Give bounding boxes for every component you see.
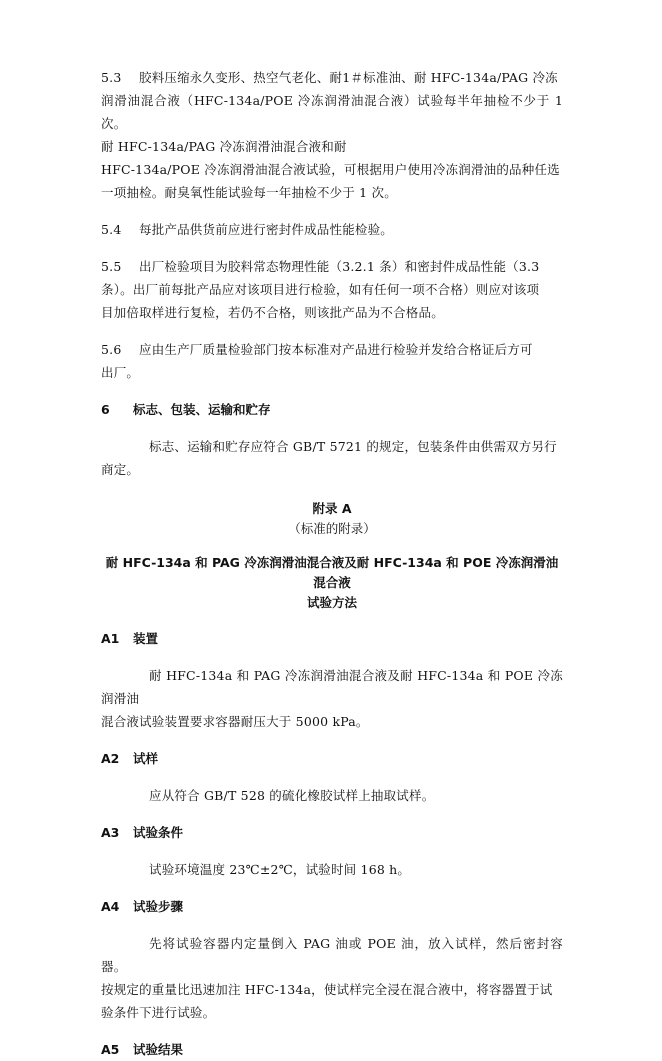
clause-number: 5.3 bbox=[101, 70, 122, 85]
section-title: 试验结果 bbox=[133, 1042, 184, 1057]
clause-number: 5.6 bbox=[101, 342, 122, 357]
appendix-section-a5 bbox=[101, 1038, 563, 1061]
section-heading bbox=[101, 747, 563, 770]
document-page bbox=[101, 66, 563, 1061]
appendix-section-a1 bbox=[101, 627, 563, 733]
clause-text: 目加倍取样进行复检，若仍不合格，则该批产品为不合格品。 bbox=[101, 305, 444, 320]
section-text: 验条件下进行试验。 bbox=[101, 1005, 216, 1020]
clause-text: 胶料压缩永久变形、热空气老化、耐1＃标准油、耐 HFC-134a/PAG 冷冻 bbox=[139, 70, 558, 85]
section-heading bbox=[101, 627, 563, 650]
section-title: 试验条件 bbox=[133, 825, 184, 840]
clause-number: 5.4 bbox=[101, 222, 122, 237]
section-text: 先将试验容器内定量倒入 PAG 油或 POE 油，放入试样，然后密封容器。 bbox=[101, 936, 563, 974]
section-text: 试验环境温度 23℃±2℃，试验时间 168 h。 bbox=[149, 862, 411, 877]
clause-text: 每批产品供货前应进行密封件成品性能检验。 bbox=[139, 222, 394, 237]
clause-text: 一项抽检。耐臭氧性能试验每一年抽检不少于 1 次。 bbox=[101, 185, 397, 200]
section-number: A2 bbox=[101, 751, 120, 766]
appendix-title: 试验方法 bbox=[306, 595, 357, 610]
section-title: 试验步骤 bbox=[133, 899, 184, 914]
appendix-header bbox=[101, 499, 563, 613]
clause-5-4 bbox=[101, 218, 563, 241]
section-heading bbox=[101, 821, 563, 844]
appendix-section-a2 bbox=[101, 747, 563, 807]
section-text: 商定。 bbox=[101, 462, 140, 477]
clause-number: 5.5 bbox=[101, 259, 122, 274]
section-text: 标志、运输和贮存应符合 GB/T 5721 的规定，包装条件由供需双方另行 bbox=[149, 439, 557, 454]
clause-5-5 bbox=[101, 255, 563, 324]
clause-5-3 bbox=[101, 66, 563, 204]
clause-5-6 bbox=[101, 338, 563, 384]
section-title: 试样 bbox=[133, 751, 159, 766]
section-title: 装置 bbox=[133, 631, 159, 646]
section-heading bbox=[101, 398, 563, 421]
section-number: A5 bbox=[101, 1042, 120, 1057]
section-number: A3 bbox=[101, 825, 120, 840]
section-number: A4 bbox=[101, 899, 120, 914]
section-heading bbox=[101, 895, 563, 918]
appendix-section-a4 bbox=[101, 895, 563, 1024]
clause-text: 应由生产厂质量检验部门按本标准对产品进行检验并发给合格证后方可 bbox=[139, 342, 533, 357]
section-6 bbox=[101, 398, 563, 481]
section-number: 6 bbox=[101, 402, 110, 417]
clause-text: 耐 HFC-134a/PAG 冷冻润滑油混合液和耐 bbox=[101, 139, 347, 154]
appendix-title: 耐 HFC-134a 和 PAG 冷冻润滑油混合液及耐 HFC-134a 和 POE 冷冻润滑油混合液 bbox=[105, 555, 559, 590]
clause-text: 出厂检验项目为胶料常态物理性能（3.2.1 条）和密封件成品性能（3.3 bbox=[139, 259, 540, 274]
appendix-section-a3 bbox=[101, 821, 563, 881]
appendix-label: 附录 A bbox=[312, 501, 352, 516]
clause-text: HFC-134a/POE 冷冻润滑油混合液试验，可根据用户使用冷冻润滑油的品种任选 bbox=[101, 162, 560, 177]
section-text: 混合液试验装置要求容器耐压大于 5000 kPa。 bbox=[101, 714, 369, 729]
section-title: 标志、包装、运输和贮存 bbox=[133, 402, 271, 417]
clause-text: 润滑油混合液（HFC-134a/POE 冷冻润滑油混合液）试验每半年抽检不少于 1 次。 bbox=[101, 93, 563, 131]
clause-text: 出厂。 bbox=[101, 365, 140, 380]
section-text: 按规定的重量比迅速加注 HFC-134a，使试样完全浸在混合液中，将容器置于试 bbox=[101, 982, 553, 997]
clause-text: 条）。出厂前每批产品应对该项目进行检验，如有任何一项不合格）则应对该项 bbox=[101, 282, 540, 297]
section-heading bbox=[101, 1038, 563, 1061]
section-number: A1 bbox=[101, 631, 120, 646]
section-text: 耐 HFC-134a 和 PAG 冷冻润滑油混合液及耐 HFC-134a 和 POE 冷冻润滑油 bbox=[101, 668, 563, 706]
appendix-subtitle: （标准的附录） bbox=[288, 521, 376, 536]
section-text: 应从符合 GB/T 528 的硫化橡胶试样上抽取试样。 bbox=[149, 788, 435, 803]
